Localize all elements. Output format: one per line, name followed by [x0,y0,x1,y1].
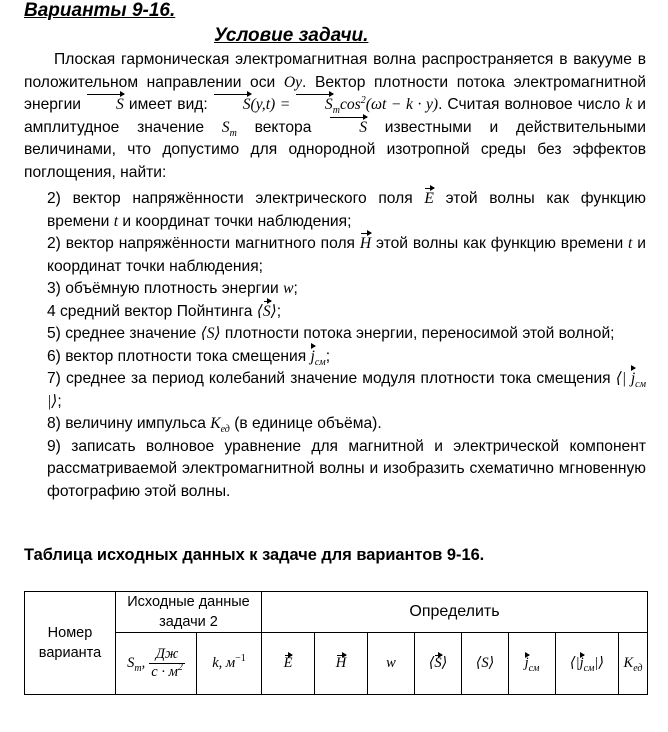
task-list [24,188,646,503]
col-sm-unit: $S_m$, $\frac{Дж}{с \cdot м^2}$ [116,633,197,695]
col-j-sm: $j_{см}$ [509,633,556,695]
col-H: H [315,633,368,695]
table-title: Таблица исходных данных к задаче для вариантов 9-16. [24,546,485,564]
task-item-5: 5) среднее значение ⟨S⟩ плотности потока энергии, переносимой этой волной; [47,325,615,342]
col-determine-header: Определить [262,592,648,633]
col-K-ed: $K_{ед}$ [619,633,648,695]
col-mean-S: ⟨S⟩ [462,633,509,695]
col-mean-abs-j: $⟨|j_{см}|⟩$ [556,633,619,695]
problem-intro: Плоская гармоническая электромагнитная волна распространяется в вакууме в положительном направлении оси Oy. Вектор плотности потока электромагнитной энергии S имеет вид: $S(y,t) = S_m\cos^2(\omega t - k \cdot y)$. Считая волновое число k и амплитудное значение $S_m$ вектора S известными и действительными величинами, что допустимо для однородной изотропной среды без эффектов поглощения, найти: [24,51,646,181]
task-item-3: 3) объёмную плотность энергии w; [47,280,298,297]
col-input-header: Исходные данные задачи 2 [116,592,262,633]
task-item-9: 9) записать волновое уравнение для магнитной и электрической компонент рассматриваемой электромагнитной волны и изобразить схематично мгновенную фотографию этой волны. [47,437,646,500]
col-E: E [262,633,315,695]
col-variant-header: Номер варианта [25,592,116,695]
task-item-8: 8) величину импульса $K_{ед}$ (в единице объёма). [47,415,382,436]
condition-heading: Условие задачи. [214,25,369,46]
task-item-2: 2) вектор напряжённости магнитного поля H этой волны как функцию времени t и координат точки наблюдения; [47,235,646,275]
task-item-4: 4 средний вектор Пойнтинга ⟨S⟩; [24,301,646,324]
input-data-table [24,591,648,695]
col-k-unit: k, $м^{-1}$ [197,633,262,695]
col-mean-S-vec: ⟨S⟩ [415,633,462,695]
task-item-7: 7) среднее за период колебаний значение модуля плотности тока смещения ⟨| $j_{см}$ |⟩; [47,370,646,410]
variants-heading: Варианты 9-16. [24,0,176,21]
task-item-1: 2) вектор напряжённости электрического поля E этой волны как функцию времени t и координат точки наблюдения; [47,190,646,230]
task-item-6: 6) вектор плотности тока смещения $j_{см}$; [47,347,331,368]
col-w: w [368,633,415,695]
